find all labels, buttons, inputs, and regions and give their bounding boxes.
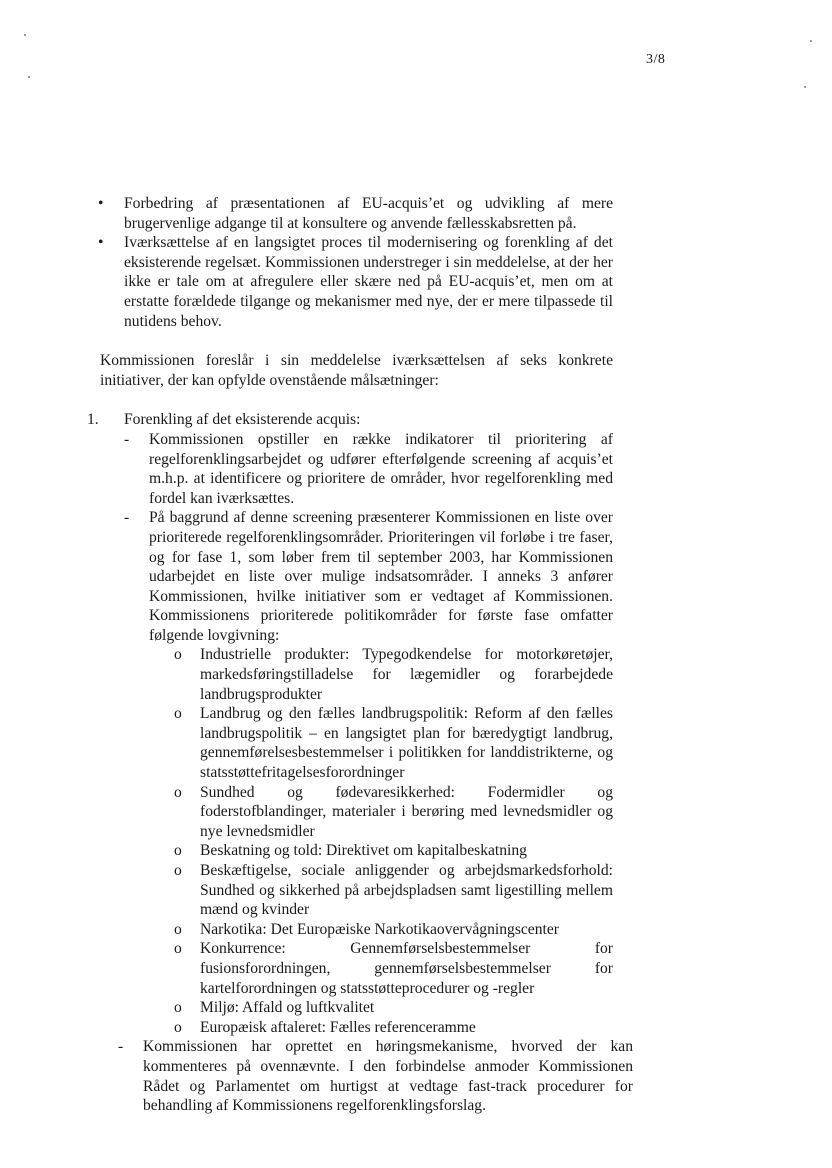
- item-title: Forenkling af det eksisterende acquis:: [124, 411, 361, 429]
- sub-item: [174, 645, 613, 704]
- sub-list: [174, 645, 613, 1037]
- dash-icon: -: [118, 1038, 124, 1056]
- circle-bullet-icon: o: [174, 705, 182, 723]
- circle-bullet-icon: o: [174, 920, 182, 938]
- numbered-item-1: [87, 410, 633, 1115]
- bullet-item: [100, 194, 613, 233]
- dash-text: Kommissionen har oprettet en høringsmekanisme, hvorved der kan kommenteres på ovennævnte. I den forbindelse anmoder Kommissionen Rådet og Parlamentet om hurtigst at vedtage fast-track procedurer for behandling af Kommissionens regelforenklingsforslag.: [143, 1038, 633, 1115]
- circle-bullet-icon: o: [174, 783, 182, 801]
- dash-icon: -: [124, 509, 130, 527]
- bullet-icon: •: [98, 234, 104, 252]
- page-number: 3/8: [646, 52, 666, 67]
- circle-bullet-icon: o: [174, 842, 182, 860]
- circle-bullet-icon: o: [174, 646, 182, 664]
- dash-text: Kommissionen opstiller en række indikatorer til prioritering af regelforenklingsarbejdet og udfører efterfølgende screening af acquis’et m.h.p. at identificere og prioritere de områder, hvor regelforenkling med fordel kan iværksættes.: [149, 430, 613, 507]
- dash-item: [124, 430, 613, 508]
- sub-item: [174, 1018, 613, 1038]
- sub-item-text: Beskatning og told: Direktivet om kapitalbeskatning: [200, 842, 527, 860]
- sub-item-text: Konkurrence: Gennemførselsbestemmelser for fusionsforordningen, gennemførselsbestemmelser for kartelforordningen og statsstøtteprocedurer og -regler: [200, 940, 613, 997]
- dash-item: [100, 1037, 633, 1115]
- scan-speck: [804, 86, 806, 88]
- sub-item: [174, 783, 613, 842]
- sub-item: [174, 861, 613, 920]
- dash-item: [124, 508, 613, 1037]
- document-body: [87, 194, 633, 1116]
- bullet-item: [100, 233, 613, 331]
- scan-speck: [24, 34, 26, 36]
- sub-item: [174, 841, 613, 861]
- circle-bullet-icon: o: [174, 940, 182, 958]
- bullet-icon: •: [98, 195, 104, 212]
- circle-bullet-icon: o: [174, 999, 182, 1017]
- sub-item-text: Sundhed og fødevaresikkerhed: Fodermidler og foderstofblandinger, materialer i berøring med levnedsmidler og nye levnedsmidler: [200, 783, 613, 840]
- sub-item-text: Industrielle produkter: Typegodkendelse for motorkøretøjer, markedsføringstilladelse for lægemidler og forarbejdede landbrugsprodukter: [200, 646, 613, 703]
- sub-item: [174, 998, 613, 1018]
- bullet-text: Forbedring af præsentationen af EU-acquis’et og udvikling af mere brugervenlige adgange til at konsultere og anvende fællesskabsretten på.: [124, 195, 613, 232]
- circle-bullet-icon: o: [174, 862, 182, 879]
- sub-item-text: Landbrug og den fælles landbrugspolitik: Reform af den fælles landbrugspolitik – en langsigtet plan for bæredygtigt landbrug, gennemførelsesbestemmelser i politikken for landdistrikterne, og statsstøttefritagelsesforordninger: [200, 705, 613, 782]
- dash-list: [124, 430, 613, 1037]
- dash-text: På baggrund af denne screening præsenterer Kommissionen en liste over prioriterede regelforenklingsområder. Prioriteringen vil forløbe i tre faser, og for fase 1, som løber frem til september 2003, har Kommissionen udarbejdet en liste over mulige indsatsområder. I anneks 3 anfører Kommissionen, hvilke initiativer som er vedtaget af Kommissionen. Kommissionens prioriterede politikområder for første fase omfatter følgende lovgivning:: [149, 509, 613, 644]
- scan-speck: [28, 76, 30, 78]
- dash-icon: -: [124, 430, 130, 448]
- sub-item: [174, 939, 613, 998]
- item-number: 1.: [87, 411, 99, 429]
- sub-item-text: Miljø: Affald og luftkvalitet: [200, 999, 375, 1017]
- circle-bullet-icon: o: [174, 1018, 182, 1036]
- sub-item-text: Narkotika: Det Europæiske Narkotikaovervågningscenter: [200, 920, 559, 938]
- sub-item: [174, 920, 613, 940]
- sub-item-text: Europæisk aftaleret: Fælles referenceramme: [200, 1018, 476, 1036]
- sub-item-text: Beskæftigelse, sociale anliggender og arbejdsmarkedsforhold: Sundhed og sikkerhed på arbejdspladsen samt ligestilling mellem mænd og kvinder: [200, 862, 613, 919]
- scan-speck: [810, 40, 812, 42]
- bullet-list: [100, 194, 613, 331]
- intro-paragraph: Kommissionen foreslår i sin meddelelse iværksættelsen af seks konkrete initiativer, der kan opfylde ovenstående målsætninger:: [100, 352, 613, 389]
- sub-item: [174, 704, 613, 782]
- bullet-text: Iværksættelse af en langsigtet proces til modernisering og forenkling af det eksisterende regelsæt. Kommissionen understreger i sin meddelelse, at der her ikke er tale om at afregulere eller skære ned på EU-acquis’et, men om at erstatte forældede tilgange og mekanismer med nye, der er mere tilpassede til nutidens behov.: [124, 234, 613, 330]
